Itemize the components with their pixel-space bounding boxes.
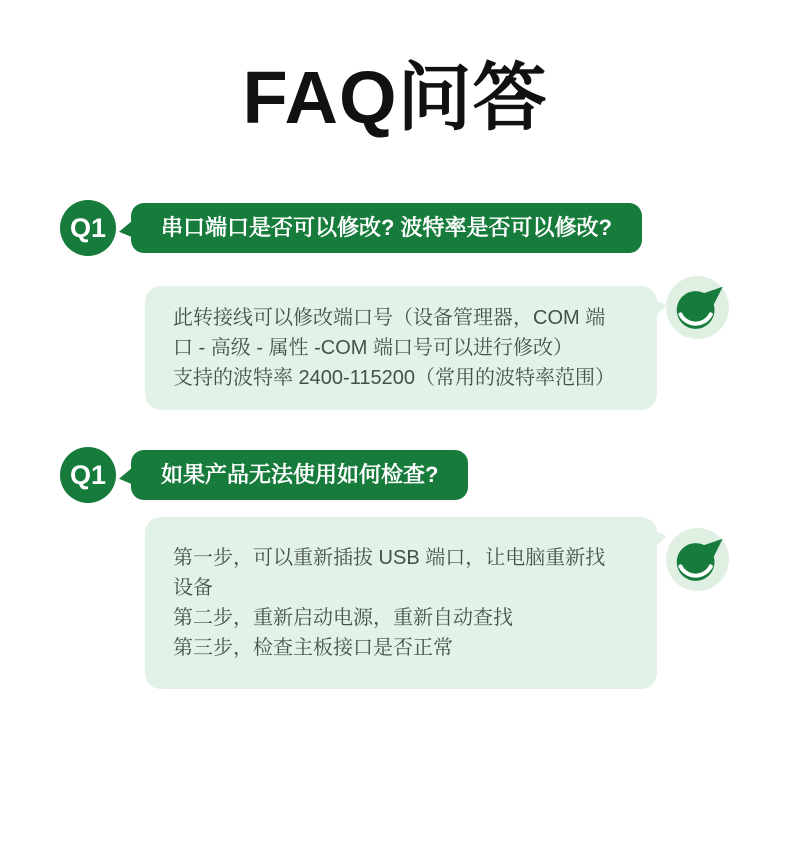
question-row-1 xyxy=(60,200,790,256)
answer-line: 此转接线可以修改端口号（设备管理器，COM 端 xyxy=(173,307,606,329)
question-badge-1: Q1 xyxy=(60,200,116,256)
question-row-2 xyxy=(60,447,790,503)
answer-line: 第二步，重新启动电源，重新自动查找 xyxy=(173,607,513,629)
question-text-2: 如果产品无法使用如何检查? xyxy=(161,462,439,487)
answer-bubble-2 xyxy=(145,517,657,689)
question-bubble-2 xyxy=(131,450,468,500)
brand-logo-icon xyxy=(666,528,729,591)
answer-bubble-1 xyxy=(145,286,657,410)
faq-item-2 xyxy=(0,447,790,689)
faq-item-1 xyxy=(0,200,790,410)
answer-line: 支持的波特率 2400-115200（常用的波特率范围） xyxy=(173,367,615,389)
question-bubble-1 xyxy=(131,203,642,253)
answer-row-1 xyxy=(145,286,790,410)
answer-line: 第三步，检查主板接口是否正常 xyxy=(173,637,453,659)
brand-logo-icon xyxy=(666,276,729,339)
answer-line: 口 - 高级 - 属性 -COM 端口号可以进行修改） xyxy=(173,337,573,359)
answer-line: 设备 xyxy=(173,577,213,599)
answer-line: 第一步，可以重新插拔 USB 端口，让电脑重新找 xyxy=(173,547,606,569)
page-title: FAQ问答 xyxy=(242,56,548,139)
answer-row-2 xyxy=(145,517,790,689)
question-text-1: 串口端口是否可以修改? 波特率是否可以修改? xyxy=(161,215,612,240)
question-badge-2: Q1 xyxy=(60,447,116,503)
